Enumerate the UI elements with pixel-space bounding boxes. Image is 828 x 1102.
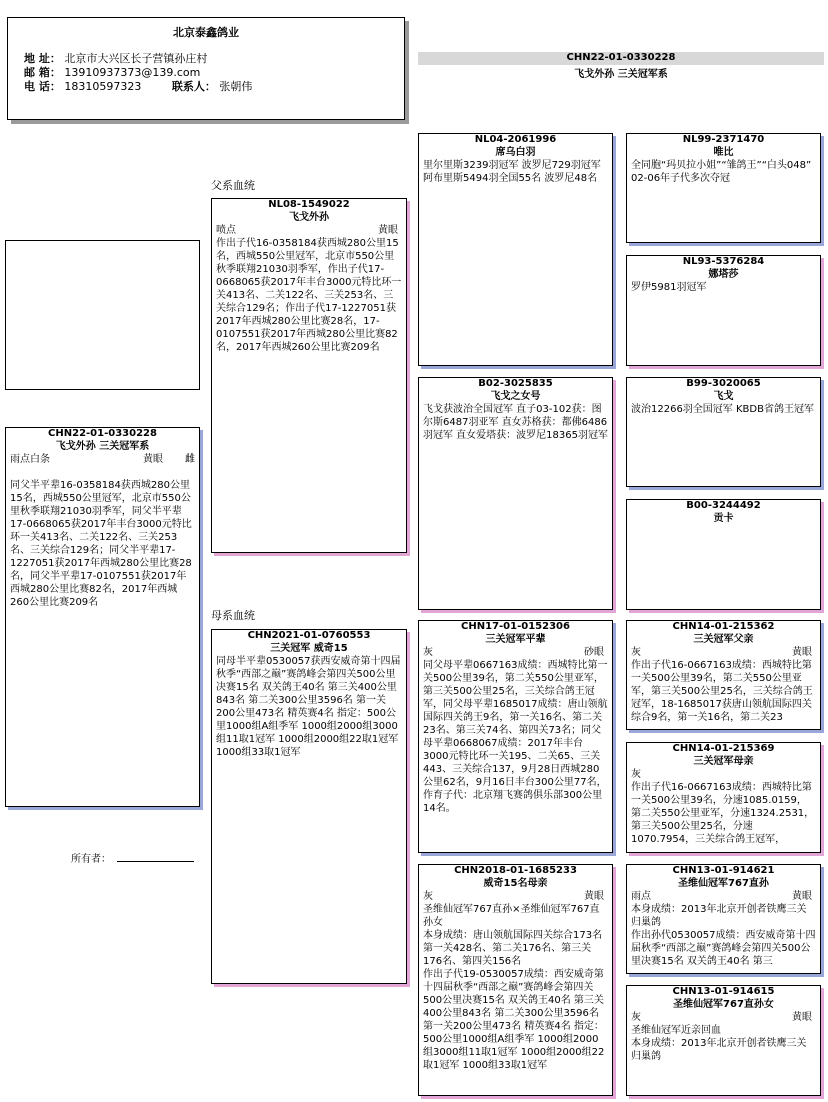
email: 13910937373@139.com [64,66,201,79]
phone: 18310597323 [64,80,142,93]
sd-card [418,377,613,610]
sire-ring: NL08-1549022 [268,199,350,210]
ssd-name: 娜塔莎 [708,269,739,280]
sd-desc: 飞戈获波治全国冠军 直子03-102获：图尔斯6487羽亚军 直女苏格获：都佛6486羽冠军 直女爱塔获：波罗尼18365羽冠军 [423,404,608,441]
header-card [7,17,405,120]
contact-label: 联系人： [171,80,216,93]
ds-name: 三关冠军平辈 [485,634,546,645]
sire-desc: 作出子代16-0358184获西城280公里15名，西城550公里冠军，北京市550公里秋季联翔21030羽季军，作出子代17-0668065获2017年丰台3000元特比环一关413名、二关122名、三关253名、三关综合129名；作出子代17-1227051获2017年西城280公里比赛28名，17-0107551获2017年西城280公里比赛82名，2017年西城260公里比赛209名 [216,238,402,353]
sd-ring: B02-3025835 [478,378,553,389]
ds-eye: 砂眼 [584,647,604,658]
dd-eye: 黄眼 [584,891,604,902]
subject-color: 雨点白条 [10,454,50,465]
sds-ring: B99-3020065 [686,378,761,389]
dsd-color: 灰 [631,769,641,780]
ss-ring: NL04-2061996 [474,134,557,145]
contact: 张朝伟 [219,80,253,93]
subject-desc: 同父半平辈16-0358184获西城280公里15名，西城550公里冠军，北京市550公里秋季联翔21030羽季军，同父半平辈17-0668065获2017年丰台3000元特比环一关413名、二关122名、三关253名、三关综合129名；同父半平辈17-1227051获2017年西城280公里比赛28名，同父半平辈17-0107551获2017年西城280公里比赛82名，2017年西城260公里比赛209名 [10,480,192,608]
dds-ring: CHN13-01-914621 [672,865,775,876]
ssd-ring: NL93-5376284 [682,256,765,267]
subject-sex: 雌 [185,454,195,465]
dsd-card [626,742,821,853]
ddd-color: 灰 [631,1012,641,1023]
address-label: 地 址： [24,52,61,65]
email-label: 邮 箱： [24,66,61,79]
ddd-desc: 圣维仙冠军近亲回血 本身成绩：2013年北京开创者铁鹰三关归巢鸽 [631,1025,807,1062]
dd-desc: 圣维仙冠军767直孙×圣维仙冠军767直孙女 本身成绩：唐山领航国际四关综合173名 第一关428名、第二关176名、第三关176名、第四关156名 作出子代19-0530057成绩：西安威奇第十四届秋季“西部之巅”赛鸽峰会第四关500公里决赛15名 双关鸽王40名 第三关400公里843名 第二关300公里3596名 第一关200公里473名 精英赛4名 指定：500公里1000组A组季军 1000组2000组3000组11取1冠军 1000组2000组22取1冠军 1000组33取1冠军 [423,904,605,1071]
sdd-name: 贡卡 [713,513,734,524]
subject-card [5,427,200,807]
top-ring: CHN22-01-0330228 [566,52,676,63]
ss-desc: 里尔里斯3239羽冠军 波罗尼729羽冠军 阿布里斯5494羽全国55名 波罗尼48名 [423,160,601,184]
ds-desc: 同父母平辈0667163成绩：西城特比第一关500公里39名，第二关550公里亚军，第三关500公里25名，三关综合鸽王冠军，同父母平辈1685017成绩：唐山领航国际四关鸽王9名，第一关16名、第二关23名、第三关74名、第四关73名；同父母平辈0668067成绩：2017年丰台3000元特比环一关195、二关65、三关443、三关综合137，9月28日西城280公里62名，9月16日丰台300公里77名，作育子代：北京翔飞赛鸽俱乐部300公里14名。 [423,660,608,814]
ddd-name: 圣维仙冠军767直孙女 [673,999,774,1010]
dsd-name: 三关冠军母亲 [693,756,754,767]
sss-desc: 全同胞“玛贝拉小姐”“雏鸽王”“白头048” 02-06年子代多次夺冠 [631,160,812,184]
dam-ring: CHN2021-01-0760553 [247,630,371,641]
address: 北京市大兴区长子营镇孙庄村 [64,52,208,65]
ss-card [418,133,613,366]
dss-color: 灰 [631,647,641,658]
dss-eye: 黄眼 [792,647,812,658]
sds-desc: 波治12266羽全国冠军 KBDB省鸽王冠军 [631,404,814,415]
dsd-desc: 作出子代16-0667163成绩：西城特比第一关500公里39名，分速1085.0159，第二关550公里亚军，分速1324.2531，第三关500公里25名，分速1070.7954，三关综合鸽王冠军， [631,782,815,845]
sds-card [626,377,821,487]
dds-name: 圣维仙冠军767直孙 [678,878,769,889]
dds-desc: 本身成绩：2013年北京开创者铁鹰三关归巢鸽 作出孙代0530057成绩：西安威奇第十四届秋季“西部之巅”赛鸽峰会第四关500公里决赛15名 双关鸽王40名 第三 [631,904,816,967]
ds-color: 灰 [423,647,433,658]
subject-ring: CHN22-01-0330228 [48,428,157,439]
ss-name: 席乌白羽 [495,147,536,158]
dss-desc: 作出子代16-0667163成绩：西城特比第一关500公里39名，第二关550公里亚军，第三关500公里25名，三关综合鸽王冠军，18-1685017获唐山领航国际四关综合9名，第一关16名，第二关23 [631,660,813,723]
mother-line-label: 母系血统 [211,609,255,622]
address-row [24,52,404,66]
ddd-card [626,985,821,1096]
sdd-ring: B00-3244492 [686,500,761,511]
dds-color: 雨点 [631,891,651,902]
father-line-label: 父系血统 [211,179,255,192]
dss-ring: CHN14-01-215362 [672,621,775,632]
dd-color: 灰 [423,891,433,902]
sire-name: 飞戈外孙 [289,212,329,223]
dd-name: 威奇15名母亲 [483,878,548,889]
dam-name: 三关冠军 威奇15 [270,643,348,654]
email-row [24,66,404,80]
sire-card [211,198,407,553]
dss-name: 三关冠军父亲 [693,634,754,645]
sd-name: 飞戈之女号 [490,391,541,402]
owner-line [117,861,194,862]
ddd-eye: 黄眼 [792,1012,812,1023]
sire-eye: 黄眼 [378,225,398,236]
subject-name: 飞戈外孙 三关冠军系 [55,441,150,452]
top-name: 飞戈外孙 三关冠军系 [574,69,668,80]
sire-color: 喷点 [216,225,236,236]
dam-desc: 同母半平辈0530057获西安威奇第十四届秋季“西部之巅”赛鸽峰会第四关500公里决赛15名 双关鸽王40名 第三关400公里843名 第二关300公里3596名 第一关200公里473名 精英赛4名 指定：500公里1000组A组季军 1000组2000组3000组11取1冠军 1000组2000组22取1冠军 1000组33取1冠军 [216,656,401,758]
company-name: 北京泰鑫鸽业 [173,26,239,39]
dsd-ring: CHN14-01-215369 [672,743,775,754]
sss-card [626,133,821,243]
sss-ring: NL99-2371470 [682,134,765,145]
dds-card [626,864,821,974]
sss-name: 唯比 [713,147,734,158]
ds-card [418,620,613,853]
dss-card [626,620,821,730]
sdd-card [626,499,821,610]
sds-name: 飞戈 [713,391,734,402]
dd-card [418,864,613,1096]
phone-label: 电 话： [24,80,61,93]
ssd-desc: 罗伊5981羽冠军 [631,282,707,293]
subject-eye: 黄眼 [143,454,163,465]
phone-row [24,80,404,94]
dds-eye: 黄眼 [792,891,812,902]
ds-ring: CHN17-01-0152306 [461,621,570,632]
ddd-ring: CHN13-01-914615 [672,986,775,997]
dam-card [211,629,407,984]
photo-frame [5,240,200,390]
dd-ring: CHN2018-01-1685233 [454,865,577,876]
ssd-card [626,255,821,366]
owner-label: 所有者： [71,854,111,865]
